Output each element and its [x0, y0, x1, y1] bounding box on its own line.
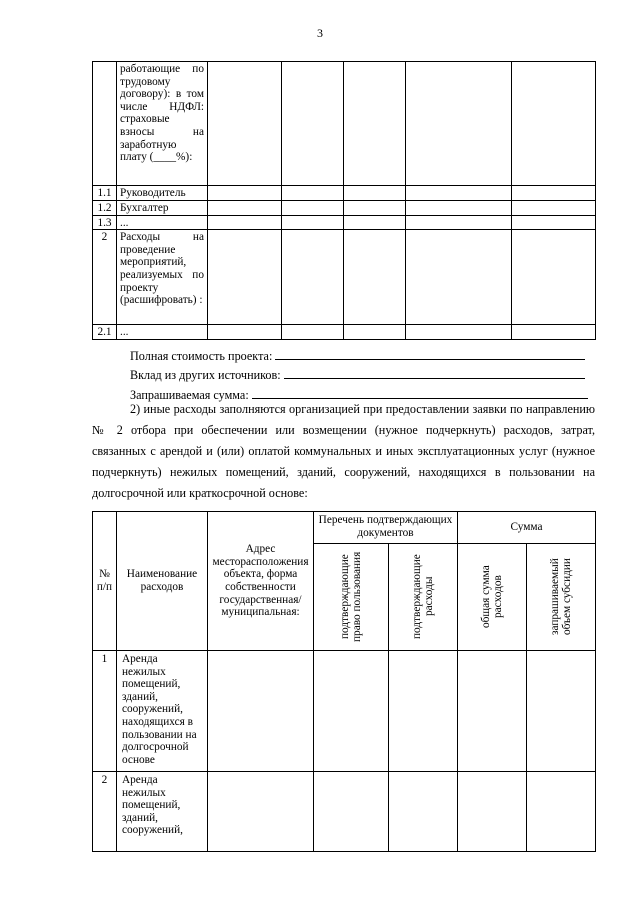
other-sources-label: Вклад из других источников:: [130, 368, 281, 383]
row-description: Расходы на проведение мероприятий, реализуемых по проекту (расшифровать) :: [117, 230, 208, 325]
header-row: [93, 512, 596, 544]
other-sources-field: [130, 363, 600, 383]
table-cell[interactable]: [208, 201, 282, 216]
row-description: работающие по трудовому договору): в том числе НДФЛ: страховые взносы на заработную плату (____%):: [117, 62, 208, 186]
table-cell[interactable]: [512, 201, 596, 216]
table-row: [93, 215, 596, 230]
table-cell[interactable]: [314, 651, 389, 772]
header-docs-expenses-cell: [389, 544, 458, 651]
table-cell[interactable]: [208, 186, 282, 201]
row-description: ...: [117, 325, 208, 340]
table-cell[interactable]: [458, 651, 527, 772]
table-cell[interactable]: [458, 772, 527, 852]
table-cell[interactable]: [389, 651, 458, 772]
row-number: 2: [93, 772, 117, 852]
table-cell[interactable]: [208, 62, 282, 186]
summary-fields: [130, 343, 600, 402]
header-address: Адрес месторасположения объекта, форма собственности государственная/ муниципальная:: [208, 512, 314, 651]
header-docs-right: подтверждающие право пользования: [339, 551, 363, 642]
total-cost-field: [130, 343, 600, 363]
row-description: ...: [117, 215, 208, 230]
requested-sum-label: Запрашиваемая сумма:: [130, 387, 249, 402]
table-row: [93, 201, 596, 216]
table-cell[interactable]: [344, 186, 406, 201]
header-docs-right-cell: [314, 544, 389, 651]
header-sum-total-cell: [458, 544, 527, 651]
table-cell[interactable]: [512, 186, 596, 201]
header-sum-group: Сумма: [458, 512, 596, 544]
row-description: Аренда нежилых помещений, зданий, сооружений,: [117, 772, 208, 852]
row-number: 1.1: [93, 186, 117, 201]
table-cell[interactable]: [512, 325, 596, 340]
table-cell[interactable]: [208, 230, 282, 325]
table-cell[interactable]: [406, 201, 512, 216]
table-cell[interactable]: [527, 651, 596, 772]
table-cell[interactable]: [208, 772, 314, 852]
table-cell[interactable]: [344, 62, 406, 186]
row-description: Руководитель: [117, 186, 208, 201]
table-row: [93, 651, 596, 772]
header-docs-expenses: подтверждающие расходы: [411, 554, 435, 639]
other-sources-blank[interactable]: [284, 378, 585, 379]
table-cell[interactable]: [344, 230, 406, 325]
total-cost-blank[interactable]: [275, 359, 585, 360]
table-cell[interactable]: [344, 325, 406, 340]
table-cell[interactable]: [282, 215, 344, 230]
table-cell[interactable]: [406, 186, 512, 201]
table-row: [93, 772, 596, 852]
table-cell[interactable]: [314, 772, 389, 852]
table-row: [93, 230, 596, 325]
table-cell[interactable]: [512, 215, 596, 230]
header-sum-requested: запрашиваемый объем субсидии: [549, 558, 573, 635]
table-cell[interactable]: [208, 651, 314, 772]
table-cell[interactable]: [282, 201, 344, 216]
instruction-paragraph: 2) иные расходы заполняются организацией при предоставлении заявки по направлению № 2 отбора при обеспечении или возмещении (нужное подчеркнуть) расходов, затрат, связанных с арендой и (или) оплатой коммунальных и иных эксплуатационных услуг (нужное подчеркнуть) нежилых помещений, зданий, сооружений, находящихся в пользовании на долгосрочной или краткосрочной основе:: [92, 402, 595, 500]
page-number: 3: [317, 26, 323, 40]
table-row: [93, 62, 596, 186]
table-cell[interactable]: [282, 186, 344, 201]
table-cell[interactable]: [344, 215, 406, 230]
row-number: 2: [93, 230, 117, 325]
table-cell[interactable]: [208, 325, 282, 340]
table-cell[interactable]: [344, 201, 406, 216]
table-row: [93, 186, 596, 201]
row-number: 1.2: [93, 201, 117, 216]
table-cell[interactable]: [527, 772, 596, 852]
header-docs-group: Перечень подтверждающих документов: [314, 512, 458, 544]
table-row: [93, 325, 596, 340]
table-cell[interactable]: [282, 62, 344, 186]
row-description: Аренда нежилых помещений, зданий, сооружений, находящихся в пользовании на долгосрочной основе: [117, 651, 208, 772]
row-number: 2.1: [93, 325, 117, 340]
other-expenses-table: [92, 511, 596, 852]
row-description: Бухгалтер: [117, 201, 208, 216]
table-cell[interactable]: [406, 230, 512, 325]
table-cell[interactable]: [406, 325, 512, 340]
row-number: 1: [93, 651, 117, 772]
table-cell[interactable]: [512, 230, 596, 325]
total-cost-label: Полная стоимость проекта:: [130, 348, 273, 363]
table-cell[interactable]: [406, 62, 512, 186]
header-name: Наименование расходов: [117, 512, 208, 651]
expenses-table: [92, 61, 596, 340]
header-sum-total: общая сумма расходов: [480, 565, 504, 628]
table-cell[interactable]: [406, 215, 512, 230]
table-cell[interactable]: [282, 230, 344, 325]
row-number: 1.3: [93, 215, 117, 230]
table-cell[interactable]: [389, 772, 458, 852]
header-num: № п/п: [93, 512, 117, 651]
table-cell[interactable]: [512, 62, 596, 186]
row-number: [93, 62, 117, 186]
table-cell[interactable]: [208, 215, 282, 230]
header-sum-requested-cell: [527, 544, 596, 651]
table-cell[interactable]: [282, 325, 344, 340]
